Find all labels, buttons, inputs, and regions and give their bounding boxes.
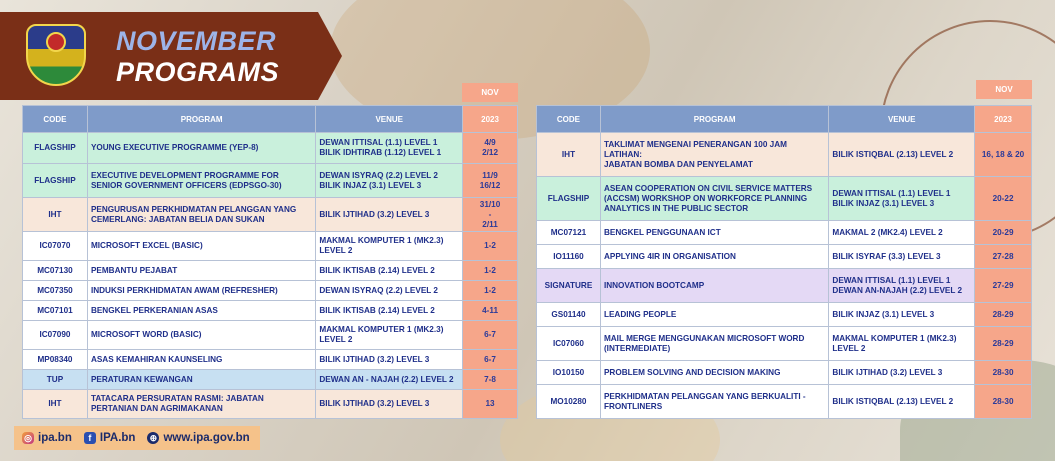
cell-line: DEWAN AN - NAJAH (2.2) LEVEL 2 xyxy=(319,374,454,384)
cell-line: MAKMAL KOMPUTER 1 (MK2.3) xyxy=(319,325,444,334)
program-venue xyxy=(316,232,463,261)
cell-line: BILIK ISYRAF (3.3) LEVEL 3 xyxy=(832,251,941,261)
table-row xyxy=(23,133,518,164)
cell-line: BILIK IJTIHAD (3.2) LEVEL 3 xyxy=(832,367,943,377)
cell-line: 28-29 xyxy=(992,338,1014,348)
year-header: 2023 xyxy=(463,106,518,133)
program-name: INDUKSI PERKHIDMATAN AWAM (REFRESHER) xyxy=(87,281,315,301)
program-code: IHT xyxy=(537,133,601,177)
cell-line: 13 xyxy=(485,399,495,408)
program-venue xyxy=(316,350,463,370)
cell-line: DEWAN AN-NAJAH (2.2) LEVEL 2 xyxy=(832,285,963,295)
cell-line: BILIK INJAZ (3.1) LEVEL 3 xyxy=(832,198,935,208)
program-code: MO10280 xyxy=(537,385,601,419)
table-row xyxy=(537,269,1032,303)
program-venue xyxy=(316,198,463,232)
program-venue xyxy=(829,303,975,327)
cell-line: PERKHIDMATAN PELANGGAN YANG BERKUALITI - FRONTLINERS xyxy=(603,391,806,411)
program-date xyxy=(463,350,518,370)
table-row xyxy=(23,390,518,419)
cell-line: INNOVATION BOOTCAMP xyxy=(603,280,705,290)
program-venue xyxy=(316,301,463,321)
program-name: PEMBANTU PEJABAT xyxy=(87,261,315,281)
cell-line: 27-29 xyxy=(992,280,1014,290)
program-date xyxy=(975,221,1032,245)
venue-header: VENUE xyxy=(829,106,975,133)
table-row xyxy=(23,301,518,321)
cell-line: 28-30 xyxy=(992,396,1014,406)
program-venue xyxy=(316,261,463,281)
program-date xyxy=(975,327,1032,361)
program-name xyxy=(600,177,828,221)
cell-line: 6-7 xyxy=(484,354,496,364)
table-row xyxy=(537,133,1032,177)
program-venue xyxy=(829,177,975,221)
program-code: MC07350 xyxy=(23,281,88,301)
table-row xyxy=(23,350,518,370)
program-name: ASAS KEMAHIRAN KAUNSELING xyxy=(87,350,315,370)
table-row xyxy=(537,303,1032,327)
table-row xyxy=(537,361,1032,385)
program-code: IC07070 xyxy=(23,232,88,261)
table-row xyxy=(537,245,1032,269)
program-date xyxy=(975,177,1032,221)
table-row xyxy=(23,370,518,390)
cell-line: BILIK ISTIQBAL (2.13) LEVEL 2 xyxy=(832,396,954,406)
program-venue xyxy=(829,269,975,303)
program-code: FLAGSHIP xyxy=(23,133,88,164)
cell-line: LEVEL 2 xyxy=(319,246,353,255)
cell-line: 6-7 xyxy=(484,330,496,339)
cell-line: 11/9 xyxy=(482,170,498,180)
instagram-link[interactable]: ipa.bn xyxy=(38,432,72,444)
program-date xyxy=(975,303,1032,327)
table-row xyxy=(23,321,518,350)
cell-line: DEWAN ITTISAL (1.1) LEVEL 1 xyxy=(319,138,438,147)
cell-line: JABATAN BOMBA DAN PENYELAMAT xyxy=(603,159,753,169)
right-programs-table xyxy=(536,105,1032,419)
cell-line: 28-29 xyxy=(992,309,1014,319)
cell-line: MAKMAL 2 (MK2.4) LEVEL 2 xyxy=(832,227,943,237)
table-row xyxy=(537,177,1032,221)
program-code: TUP xyxy=(23,370,88,390)
cell-line: APPLYING 4IR IN ORGANISATION xyxy=(603,251,736,261)
program-venue xyxy=(829,133,975,177)
table-row xyxy=(23,164,518,198)
code-header: CODE xyxy=(537,106,601,133)
program-code: IO10150 xyxy=(537,361,601,385)
table-row xyxy=(23,261,518,281)
cell-line: 16, 18 & 20 xyxy=(981,149,1025,159)
program-header: PROGRAM xyxy=(87,106,315,133)
cell-line: TAKLIMAT MENGENAI PENERANGAN 100 JAM LATIHAN: xyxy=(603,139,787,159)
cell-line: 27-28 xyxy=(992,251,1014,261)
program-date xyxy=(463,390,518,419)
table-header-row xyxy=(23,106,518,133)
month-tag-right: NOV xyxy=(976,80,1032,99)
program-name: MICROSOFT WORD (BASIC) xyxy=(87,321,315,350)
program-name: PERATURAN KEWANGAN xyxy=(87,370,315,390)
program-date xyxy=(463,281,518,301)
cell-line: 20-22 xyxy=(992,193,1014,203)
globe-icon: ⊕ xyxy=(147,432,159,444)
instagram-icon: ◎ xyxy=(22,432,34,444)
cell-line: PROBLEM SOLVING AND DECISION MAKING xyxy=(603,367,781,377)
table-row xyxy=(23,232,518,261)
program-name: BENGKEL PERKERANIAN ASAS xyxy=(87,301,315,321)
program-date xyxy=(975,245,1032,269)
cell-line: - xyxy=(488,209,492,219)
program-code: IO11160 xyxy=(537,245,601,269)
program-date xyxy=(463,232,518,261)
left-programs-table xyxy=(22,105,518,419)
cell-line: BENGKEL PENGGUNAAN ICT xyxy=(603,227,721,237)
website-link[interactable]: www.ipa.gov.bn xyxy=(163,432,250,444)
cell-line: 1-2 xyxy=(484,265,496,275)
cell-line: DEWAN ISYRAQ (2.2) LEVEL 2 xyxy=(319,170,438,180)
cell-line: BILIK ISTIQBAL (2.13) LEVEL 2 xyxy=(832,149,954,159)
program-name: PENGURUSAN PERKHIDMATAN PELANGGAN YANG CEMERLANG: JABATAN BELIA DAN SUKAN xyxy=(87,198,315,232)
cell-line: 1-2 xyxy=(484,241,496,250)
program-venue xyxy=(316,133,463,164)
page-title-month: NOVEMBER xyxy=(116,26,277,56)
facebook-link[interactable]: IPA.bn xyxy=(99,432,136,444)
cell-line: MAKMAL KOMPUTER 1 (MK2.3) xyxy=(832,333,957,343)
cell-line: 2/11 xyxy=(482,219,498,229)
program-venue xyxy=(316,164,463,198)
program-code: IHT xyxy=(23,390,88,419)
program-date xyxy=(463,321,518,350)
program-venue xyxy=(316,321,463,350)
program-name xyxy=(600,245,828,269)
program-code: MC07101 xyxy=(23,301,88,321)
cell-line: 16/12 xyxy=(479,180,501,190)
cell-line: LEVEL 2 xyxy=(319,335,353,344)
program-name xyxy=(600,221,828,245)
cell-line: BILIK INJAZ (3.1) LEVEL 3 xyxy=(319,180,422,190)
cell-line: DEWAN ISYRAQ (2.2) LEVEL 2 xyxy=(319,285,438,295)
cell-line: BILIK INJAZ (3.1) LEVEL 3 xyxy=(832,309,935,319)
program-venue xyxy=(829,245,975,269)
cell-line: BILIK IJTIHAD (3.2) LEVEL 3 xyxy=(319,354,430,364)
program-header: PROGRAM xyxy=(600,106,828,133)
code-header: CODE xyxy=(23,106,88,133)
program-code: IC07090 xyxy=(23,321,88,350)
month-tag-left: NOV xyxy=(462,83,518,102)
cell-line: 1-2 xyxy=(484,285,496,295)
program-venue xyxy=(829,327,975,361)
program-venue xyxy=(316,390,463,419)
cell-line: 20-29 xyxy=(992,227,1014,237)
program-name xyxy=(600,269,828,303)
cell-line: 2/12 xyxy=(482,148,498,157)
program-date xyxy=(463,301,518,321)
program-name: MICROSOFT EXCEL (BASIC) xyxy=(87,232,315,261)
cell-line: BILIK IDHTIRAB (1.12) LEVEL 1 xyxy=(319,148,442,157)
table-header-row xyxy=(537,106,1032,133)
program-code: MC07130 xyxy=(23,261,88,281)
cell-line: BILIK IJTIHAD (3.2) LEVEL 3 xyxy=(319,399,430,408)
program-date xyxy=(975,361,1032,385)
table-row xyxy=(23,198,518,232)
program-venue xyxy=(316,370,463,390)
crest-icon xyxy=(46,32,66,52)
cell-line: 4/9 xyxy=(484,138,496,147)
cell-line: BILIK IKTISAB (2.14) LEVEL 2 xyxy=(319,265,435,275)
program-name xyxy=(600,327,828,361)
program-date xyxy=(463,198,518,232)
cell-line: 7-8 xyxy=(484,374,496,384)
program-venue xyxy=(829,361,975,385)
cell-line: BILIK IJTIHAD (3.2) LEVEL 3 xyxy=(319,209,430,219)
program-name xyxy=(600,361,828,385)
program-name: EXECUTIVE DEVELOPMENT PROGRAMME FOR SENIOR GOVERNMENT OFFICERS (EDPSGO-30) xyxy=(87,164,315,198)
cell-line: 31/10 xyxy=(479,199,501,209)
program-date xyxy=(463,370,518,390)
program-code: GS01140 xyxy=(537,303,601,327)
social-footer xyxy=(14,426,260,450)
program-code: IC07060 xyxy=(537,327,601,361)
program-date xyxy=(463,261,518,281)
program-name: TATACARA PERSURATAN RASMI: JABATAN PERTANIAN DAN AGRIMAKANAN xyxy=(87,390,315,419)
program-code: FLAGSHIP xyxy=(23,164,88,198)
program-name xyxy=(600,385,828,419)
program-code: MP08340 xyxy=(23,350,88,370)
program-date xyxy=(975,133,1032,177)
cell-line: MAKMAL KOMPUTER 1 (MK2.3) xyxy=(319,236,444,245)
program-name: YOUNG EXECUTIVE PROGRAMME (YEP-8) xyxy=(87,133,315,164)
table-row xyxy=(537,327,1032,361)
cell-line: DEWAN ITTISAL (1.1) LEVEL 1 xyxy=(832,188,951,198)
program-date xyxy=(463,133,518,164)
cell-line: LEVEL 2 xyxy=(832,343,866,353)
year-header: 2023 xyxy=(975,106,1032,133)
cell-line: DEWAN ITTISAL (1.1) LEVEL 1 xyxy=(832,275,951,285)
venue-header: VENUE xyxy=(316,106,463,133)
program-name xyxy=(600,303,828,327)
table-row xyxy=(23,281,518,301)
program-date xyxy=(975,269,1032,303)
program-code: IHT xyxy=(23,198,88,232)
table-row xyxy=(537,221,1032,245)
cell-line: 4-11 xyxy=(482,305,498,315)
cell-line: 28-30 xyxy=(992,367,1014,377)
cell-line: BILIK IKTISAB (2.14) LEVEL 2 xyxy=(319,305,435,315)
table-row xyxy=(537,385,1032,419)
cell-line: ASEAN COOPERATION ON CIVIL SERVICE MATTERS (ACCSM) WORKSHOP ON WORKFORCE PLANNING ANALYTICS IN THE PUBLIC SECTOR xyxy=(603,183,813,213)
page-title-programs: PROGRAMS xyxy=(116,57,280,87)
program-venue xyxy=(829,221,975,245)
facebook-icon: f xyxy=(84,432,96,444)
program-code: MC07121 xyxy=(537,221,601,245)
cell-line: MAIL MERGE MENGGUNAKAN MICROSOFT WORD (INTERMEDIATE) xyxy=(603,333,805,353)
cell-line: LEADING PEOPLE xyxy=(603,309,677,319)
program-name xyxy=(600,133,828,177)
program-code: SIGNATURE xyxy=(537,269,601,303)
program-code: FLAGSHIP xyxy=(537,177,601,221)
program-date xyxy=(463,164,518,198)
program-date xyxy=(975,385,1032,419)
program-venue xyxy=(829,385,975,419)
program-venue xyxy=(316,281,463,301)
